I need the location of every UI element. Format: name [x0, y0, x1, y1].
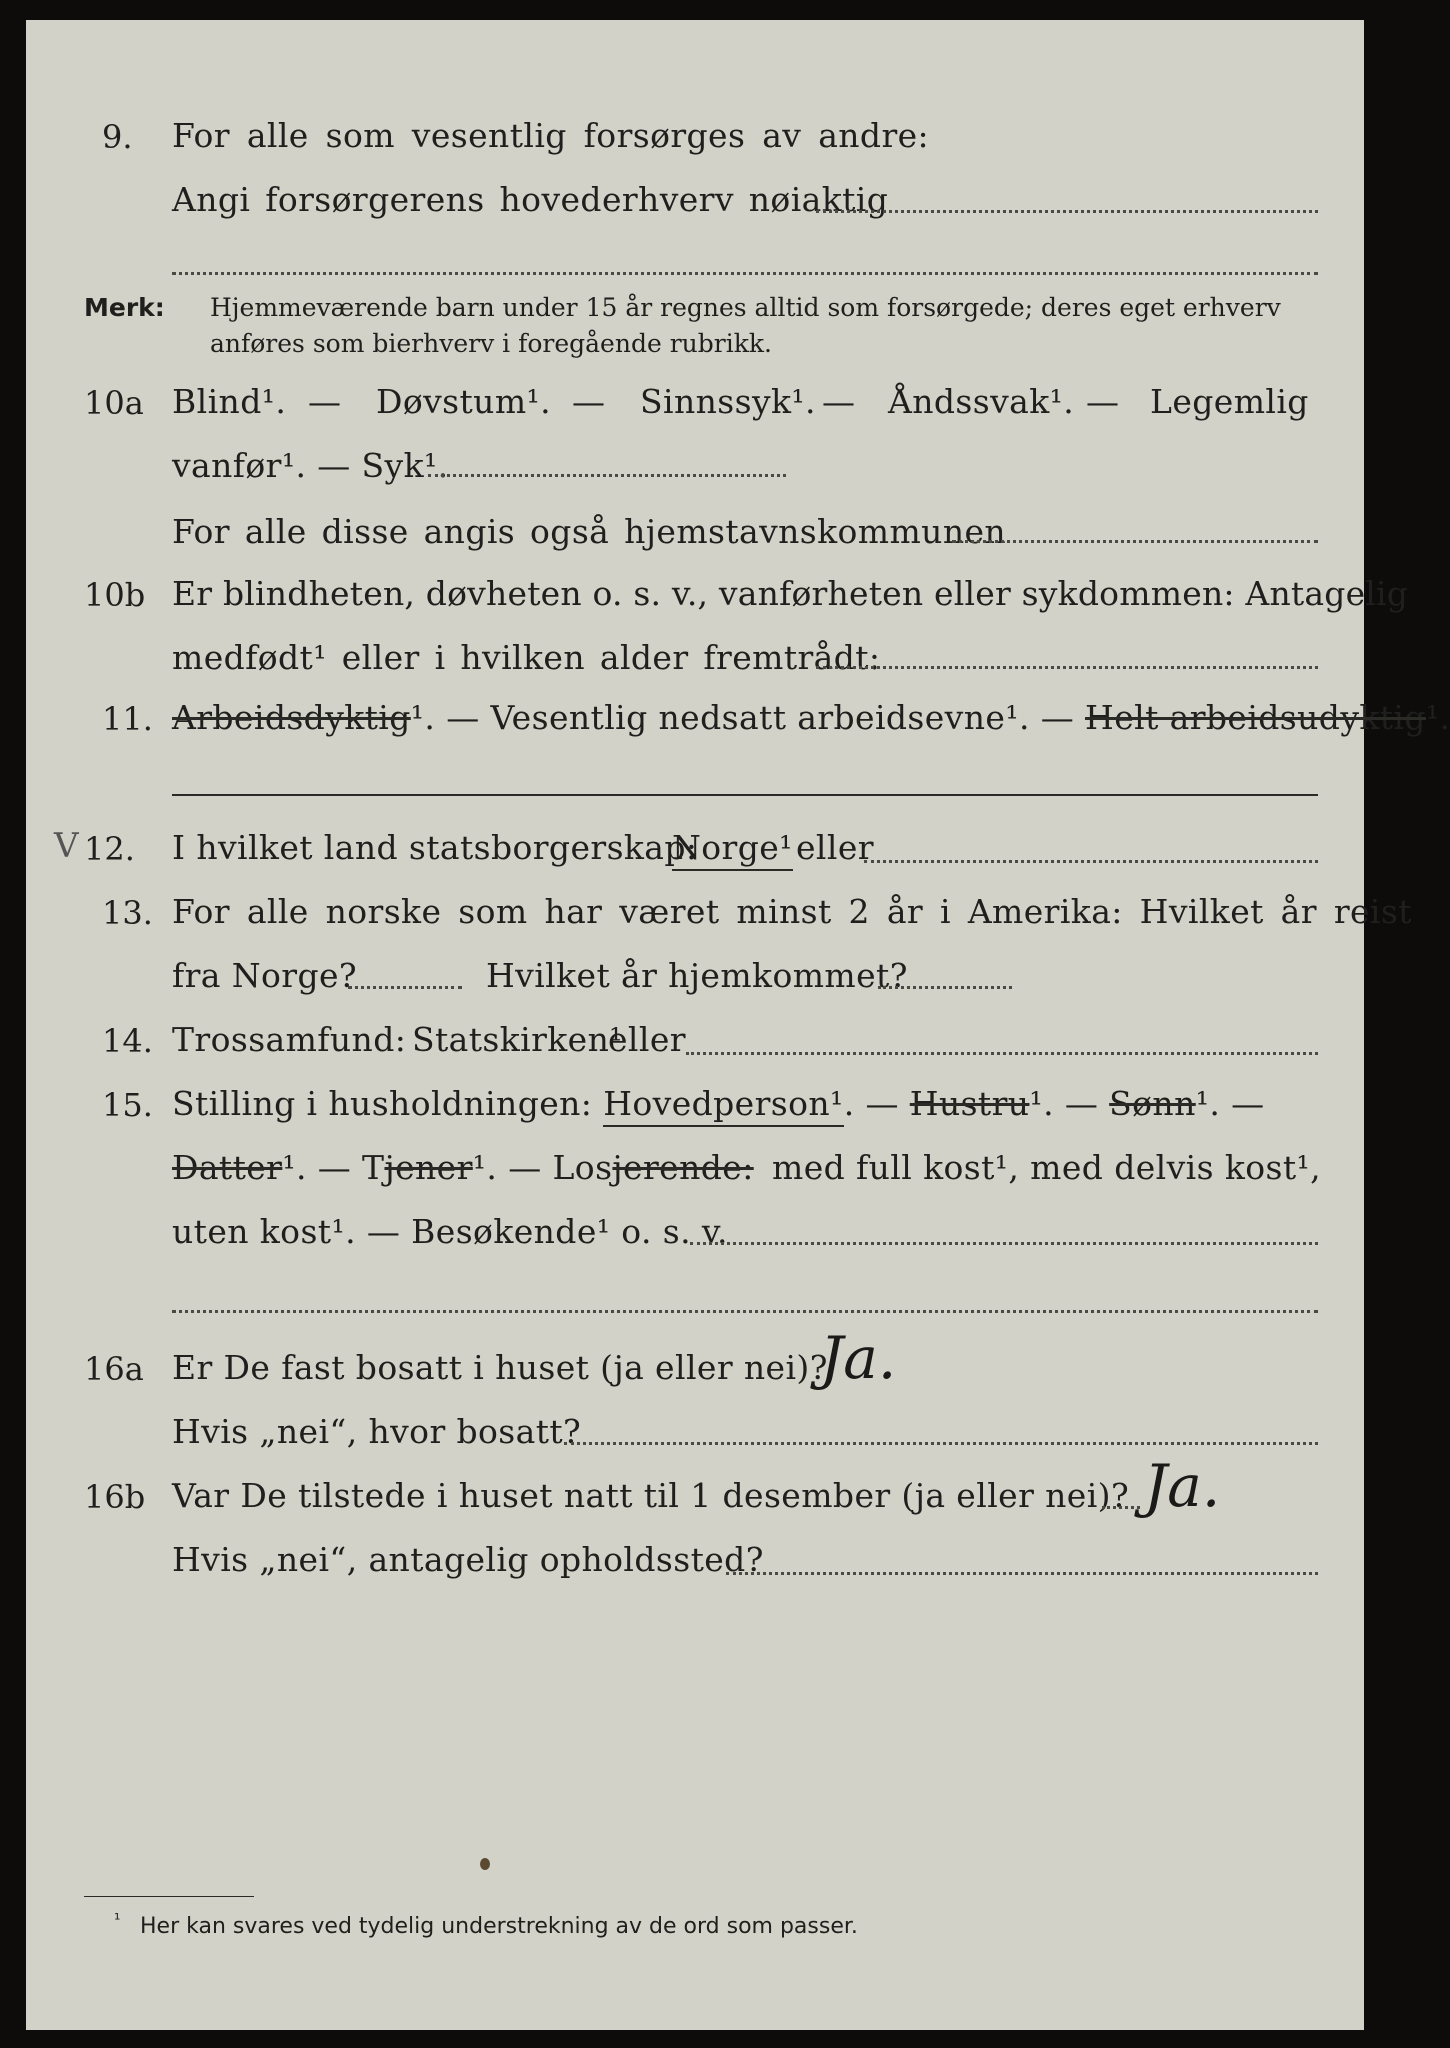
- q14-answer-line[interactable]: [686, 1052, 1318, 1055]
- q13-line2b: Hvilket år hjemkommet?: [486, 956, 908, 995]
- q15-answer-line-2[interactable]: [172, 1310, 1318, 1313]
- ink-spot: [480, 1858, 490, 1870]
- struck-helt-arbeidsudyktig: Helt arbeidsudyktig: [1085, 698, 1426, 737]
- q10a-line2: vanfør¹. — Syk¹.: [172, 446, 449, 485]
- dash: —: [1086, 382, 1120, 421]
- q9-answer-line-2[interactable]: [172, 272, 1318, 275]
- q10a-line3: For alle disse angis også hjemstavnskommunen: [172, 512, 1007, 551]
- q16b-answer-dots[interactable]: [1102, 1506, 1140, 1509]
- q9-line1: For alle som vesentlig forsørges av andre:: [172, 116, 930, 155]
- question-number-14: 14.: [102, 1022, 153, 1060]
- note-line2: anføres som bierhverv i foregående rubrikk.: [210, 329, 772, 358]
- option-dovstum[interactable]: Døvstum¹.: [376, 382, 552, 421]
- q11-line: Arbeidsdyktig¹. — Vesentlig nedsatt arbeidsevne¹. — Helt arbeidsudyktig¹.: [172, 698, 1450, 737]
- struck-arbeidsdyktig: Arbeidsdyktig: [172, 698, 411, 737]
- question-number-9: 9.: [102, 118, 133, 156]
- question-number-15: 15.: [102, 1086, 153, 1124]
- note-label: Merk:: [84, 293, 165, 322]
- q13-line2a: fra Norge?: [172, 956, 358, 995]
- q9-line2: Angi forsørgerens hovederhverv nøiaktig: [172, 180, 889, 219]
- q16a-line1: Er De fast bosatt i huset (ja eller nei)?: [172, 1348, 828, 1387]
- dash: —: [822, 382, 856, 421]
- q12-post: eller: [796, 828, 874, 867]
- q16b-answer-line[interactable]: [726, 1572, 1318, 1575]
- question-number-12: 12.: [84, 830, 135, 868]
- struck-tjener: jener: [384, 1148, 473, 1187]
- struck-datter: Datter: [172, 1148, 283, 1187]
- q10b-line1: Er blindheten, døvheten o. s. v., vanførheten eller sykdommen: Antagelig: [172, 574, 1409, 613]
- q12-pre: I hvilket land statsborgerskap:: [172, 828, 698, 867]
- census-form-page: [26, 20, 1450, 2030]
- question-number-10a: 10a: [84, 384, 144, 422]
- question-number-11: 11.: [102, 700, 153, 738]
- q9-answer-line-1[interactable]: [816, 210, 1318, 213]
- dash: —: [308, 382, 342, 421]
- q16a-answer-line[interactable]: [564, 1442, 1318, 1445]
- q13-year-returned-field[interactable]: [878, 986, 1012, 989]
- footnote-mark: ¹: [114, 1910, 121, 1929]
- q10b-answer-line[interactable]: [816, 666, 1318, 669]
- q15-line1: Stilling i husholdningen: Hovedperson¹. — Hustru¹. — Sønn¹. —: [172, 1084, 1265, 1123]
- q14-post: eller: [608, 1020, 686, 1059]
- q10a-hometown-line[interactable]: [952, 540, 1318, 543]
- check-tick-mark: V: [54, 826, 79, 866]
- dash: —: [572, 382, 606, 421]
- q15-line2: Datter¹. — Tjener¹. — Losjerende:: [172, 1148, 754, 1187]
- option-hovedperson[interactable]: Hovedperson¹: [603, 1084, 843, 1127]
- option-andssvak[interactable]: Åndssvak¹.: [888, 382, 1075, 421]
- handwritten-answer-16a: Ja.: [820, 1324, 897, 1392]
- footnote-text: Her kan svares ved tydelig understrekning av de ord som passer.: [140, 1914, 858, 1939]
- q16a-line2: Hvis „nei“, hvor bosatt?: [172, 1412, 582, 1451]
- question-number-13: 13.: [102, 894, 153, 932]
- option-norge[interactable]: Norge¹: [672, 828, 793, 867]
- q15-answer-line[interactable]: [690, 1242, 1318, 1245]
- q16b-line1: Var De tilstede i huset natt til 1 desember (ja eller nei)?: [172, 1476, 1130, 1515]
- q14-pre: Trossamfund:: [172, 1020, 407, 1059]
- option-statskirken[interactable]: Statskirken¹: [412, 1020, 623, 1059]
- q12-answer-line[interactable]: [864, 860, 1318, 863]
- q15-kost-options[interactable]: med full kost¹, med delvis kost¹,: [772, 1148, 1322, 1187]
- struck-sonn: Sønn: [1109, 1084, 1196, 1123]
- question-number-16a: 16a: [84, 1350, 144, 1388]
- handwritten-answer-16b: Ja.: [1144, 1452, 1221, 1520]
- option-blind[interactable]: Blind¹.: [172, 382, 287, 421]
- note-line1: Hjemmeværende barn under 15 år regnes alltid som forsørgede; deres eget erhverv: [210, 293, 1281, 322]
- q10a-answer-line[interactable]: [428, 474, 786, 477]
- struck-hustru: Hustru: [909, 1084, 1030, 1123]
- option-legemlig[interactable]: Legemlig: [1150, 382, 1309, 421]
- struck-losjerende: jerende:: [612, 1148, 754, 1187]
- question-number-16b: 16b: [84, 1478, 146, 1516]
- option-sinnssyk[interactable]: Sinnssyk¹.: [640, 382, 816, 421]
- question-number-10b: 10b: [84, 576, 146, 614]
- q11-answer-line[interactable]: [172, 794, 1318, 796]
- q16b-line2: Hvis „nei“, antagelig opholdssted?: [172, 1540, 764, 1579]
- footnote-rule: [84, 1896, 254, 1897]
- q13-line1: For alle norske som har været minst 2 år i Amerika: Hvilket år reist: [172, 892, 1412, 931]
- q15-line3: uten kost¹. — Besøkende¹ o. s. v.: [172, 1212, 728, 1251]
- q13-year-left-field[interactable]: [348, 986, 462, 989]
- q10b-line2: medfødt¹ eller i hvilken alder fremtrådt:: [172, 638, 881, 677]
